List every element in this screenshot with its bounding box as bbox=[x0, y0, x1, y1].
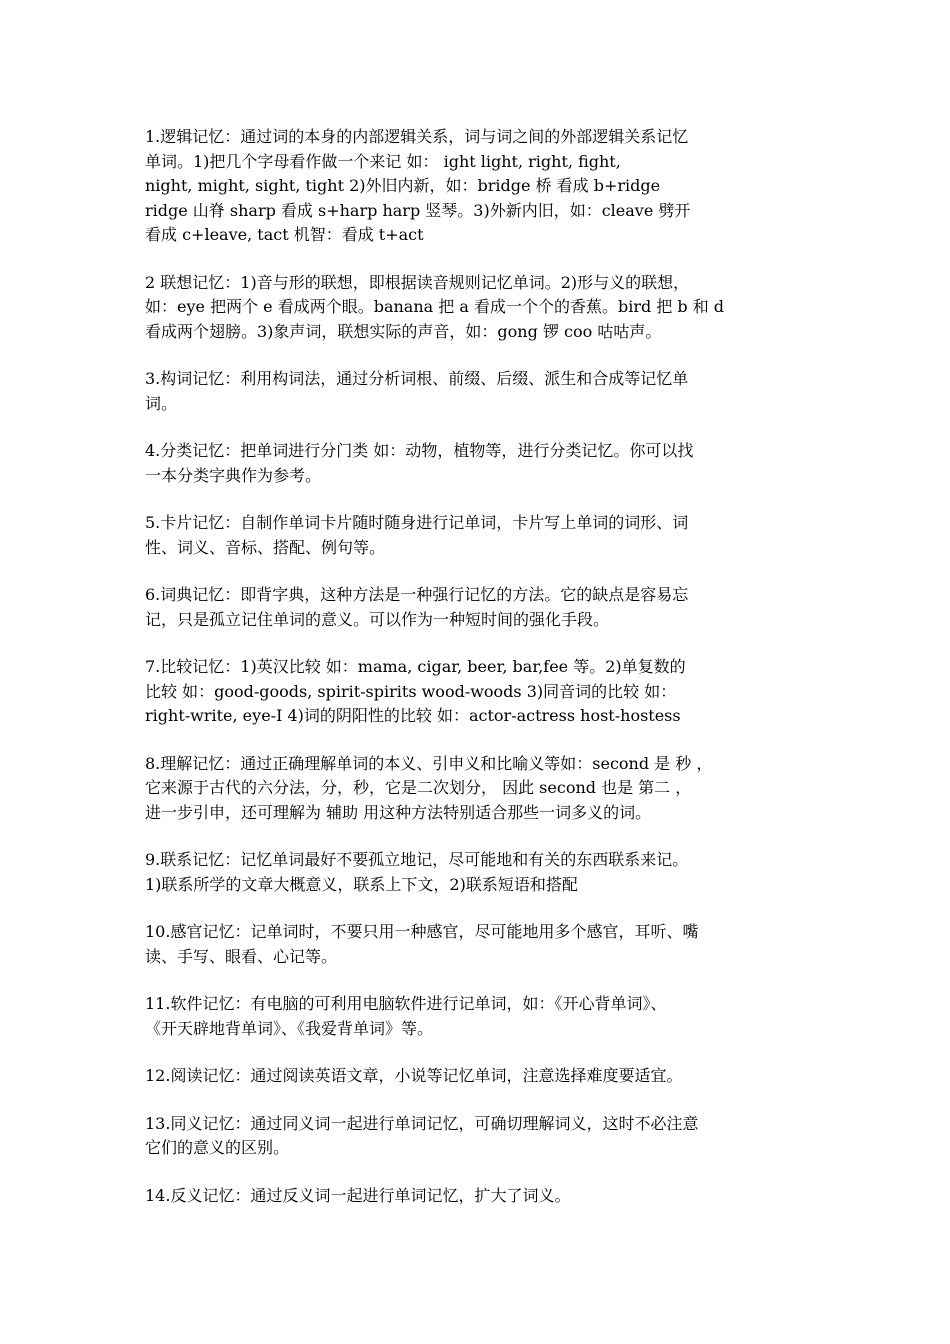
text-line: 比较 如：good-goods, spirit-spirits wood-woods 3)同音词的比较 如： bbox=[145, 681, 677, 701]
text-line: 9.联系记忆：记忆单词最好不要孤立地记，尽可能地和有关的东西联系来记。 bbox=[145, 850, 689, 869]
paragraph-8 bbox=[145, 752, 820, 826]
text-line: 性、词义、音标、搭配、例句等。 bbox=[145, 537, 386, 557]
text-line: 4.分类记忆：把单词进行分门类 如：动物，植物等，进行分类记忆。你可以找 bbox=[145, 441, 694, 460]
paragraph-12 bbox=[145, 1064, 820, 1089]
text-line: 看成 c+leave, tact 机智：看成 t+act bbox=[145, 225, 424, 244]
text-line: 记，只是孤立记住单词的意义。可以作为一种短时间的强化手段。 bbox=[145, 609, 610, 629]
text-line: 如：eye 把两个 e 看成两个眼。banana 把 a 看成一个个的香蕉。bird 把 b 和 d bbox=[145, 297, 725, 316]
text-line: 13.同义记忆：通过同义词一起进行单词记忆，可确切理解词义，这时不必注意 bbox=[145, 1113, 699, 1133]
paragraph-5 bbox=[145, 511, 820, 560]
text-line: 5.卡片记忆：自制作单词卡片随时随身进行记单词，卡片写上单词的词形、词 bbox=[145, 513, 689, 532]
paragraph-10 bbox=[145, 920, 820, 969]
text-line: 12.阅读记忆：通过阅读英语文章，小说等记忆单词，注意选择难度要适宜。 bbox=[145, 1066, 683, 1085]
paragraph-9 bbox=[145, 848, 820, 897]
text-line: 看成两个翅膀。3)象声词，联想实际的声音，如：gong 锣 coo 咕咕声。 bbox=[145, 321, 662, 341]
document-body bbox=[145, 125, 820, 1231]
text-line: 6.词典记忆：即背字典，这种方法是一种强行记忆的方法。它的缺点是容易忘 bbox=[145, 585, 689, 604]
text-line: 2 联想记忆：1)音与形的联想，即根据读音规则记忆单词。2)形与义的联想， bbox=[145, 272, 690, 292]
paragraph-3 bbox=[145, 367, 820, 416]
paragraph-2 bbox=[145, 271, 820, 345]
text-line: 10.感官记忆：记单词时，不要只用一种感官，尽可能地用多个感官，耳听、嘴 bbox=[145, 922, 699, 941]
text-line: 它们的意义的区别。 bbox=[145, 1138, 290, 1157]
text-line: 11.软件记忆：有电脑的可利用电脑软件进行记单词，如：《开心背单词》、 bbox=[145, 994, 667, 1013]
text-line: 3.构词记忆：利用构词法，通过分析词根、前缀、后缀、派生和合成等记忆单 bbox=[145, 369, 689, 388]
text-line: 8.理解记忆：通过正确理解单词的本义、引申义和比喻义等如：second 是 秒 ， bbox=[145, 753, 713, 773]
paragraph-13 bbox=[145, 1112, 820, 1161]
text-line: 一本分类字典作为参考。 bbox=[145, 465, 322, 485]
text-line: 《开天辟地背单词》、《我爱背单词》等。 bbox=[145, 1018, 434, 1038]
text-line: ridge 山脊 sharp 看成 s+harp harp 竖琴。3)外新内旧，如：cleave 劈开 bbox=[145, 200, 691, 220]
text-line: night, might, sight, tight 2)外旧内新，如：bridge 桥 看成 b+ridge bbox=[145, 176, 661, 195]
text-line: 进一步引申，还可理解为 辅助 用这种方法特别适合那些一词多义的词。 bbox=[145, 802, 652, 822]
paragraph-7 bbox=[145, 655, 820, 729]
text-line: right-write, eye-I 4)词的阴阳性的比较 如：actor-actress host-hostess bbox=[145, 706, 681, 725]
text-line: 词。 bbox=[145, 393, 178, 413]
text-line: 读、手写、眼看、心记等。 bbox=[145, 946, 338, 966]
text-line: 14.反义记忆：通过反义词一起进行单词记忆，扩大了词义。 bbox=[145, 1185, 571, 1205]
paragraph-1 bbox=[145, 125, 820, 248]
paragraph-11 bbox=[145, 992, 820, 1041]
paragraph-4 bbox=[145, 439, 820, 488]
text-line: 它来源于古代的六分法，分，秒，它是二次划分， 因此 second 也是 第二 ， bbox=[145, 778, 692, 797]
text-line: 1.逻辑记忆：通过词的本身的内部逻辑关系，词与词之间的外部逻辑关系记忆 bbox=[145, 127, 689, 146]
paragraph-14 bbox=[145, 1184, 820, 1209]
text-line: 1)联系所学的文章大概意义，联系上下文，2)联系短语和搭配 bbox=[145, 874, 578, 894]
text-line: 单词。1)把几个字母看作做一个来记 如： ight light, right, fight, bbox=[145, 151, 621, 171]
paragraph-6 bbox=[145, 583, 820, 632]
text-line: 7.比较记忆：1)英汉比较 如：mama, cigar, beer, bar,fee 等。2)单复数的 bbox=[145, 657, 686, 676]
